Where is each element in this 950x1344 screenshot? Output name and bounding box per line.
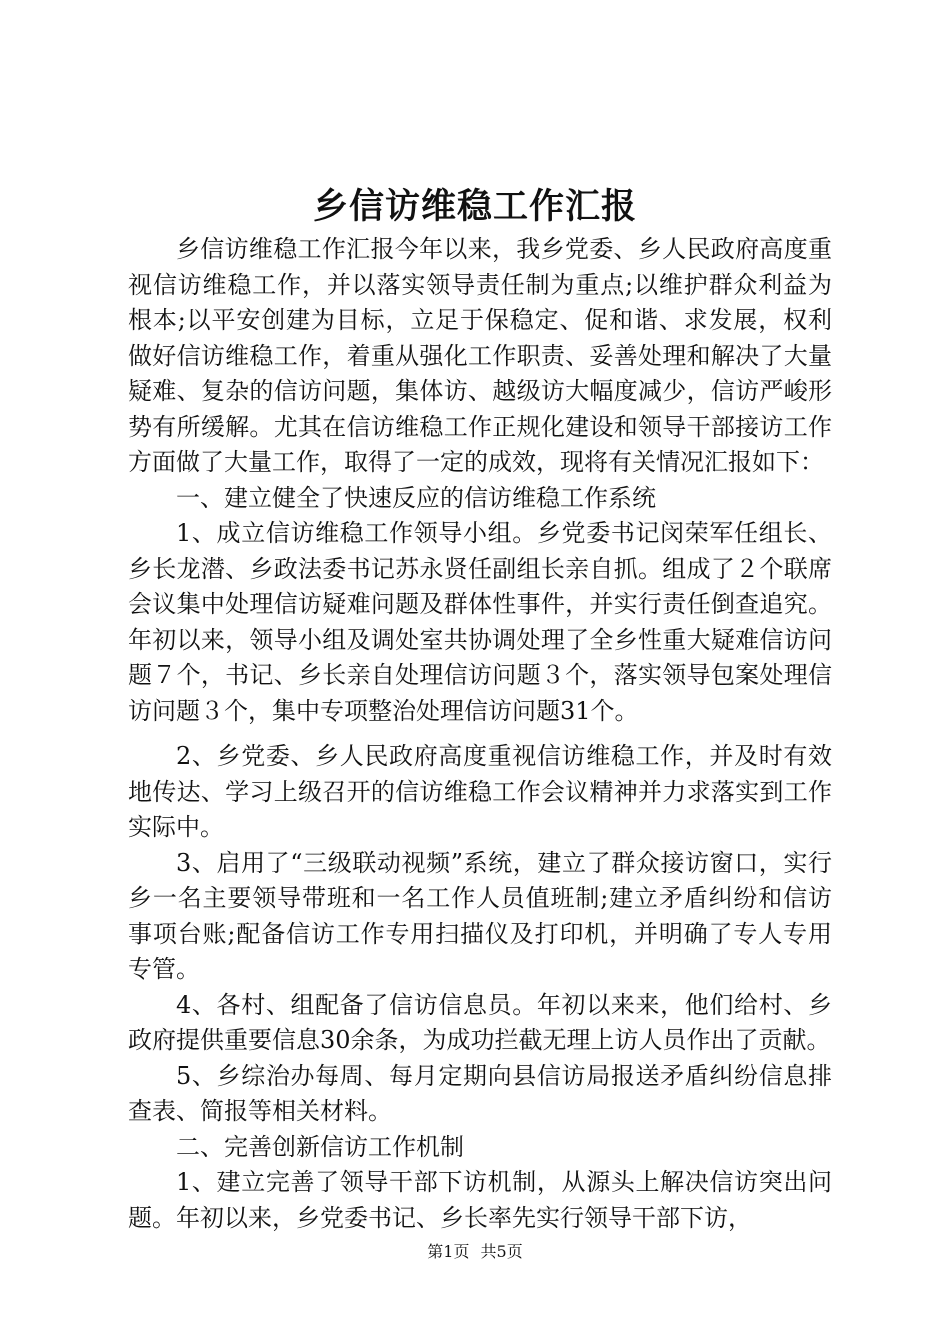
paragraph-item-1-2: 2、乡党委、乡人民政府高度重视信访维稳工作，并及时有效地传达、学习上级召开的信访维稳工作会议精神并力求落实到工作实际中。	[128, 742, 832, 841]
paragraph-item-1-5: 5、乡综治办每周、每月定期向县信访局报送矛盾纠纷信息排查表、简报等相关材料。	[128, 1061, 832, 1125]
paragraph-item-1-4: 4、各村、组配备了信访信息员。年初以来来，他们给村、乡政府提供重要信息30余条，为成功拦截无理上访人员作出了贡献。	[128, 990, 832, 1054]
page-footer	[0, 1240, 950, 1264]
section-heading-2: 二、完善创新信访工作机制	[176, 1132, 464, 1161]
paragraph-intro: 乡信访维稳工作汇报今年以来，我乡党委、乡人民政府高度重视信访维稳工作，并以落实领导责任制为重点;以维护群众利益为根本;以平安创建为目标，立足于保稳定、促和谐、求发展，权利做好信访维稳工作，着重从强化工作职责、妥善处理和解决了大量疑难、复杂的信访问题，集体访、越级访大幅度减少，信访严峻形势有所缓解。尤其在信访维稳工作正规化建设和领导干部接访工作方面做了大量工作，取得了一定的成效，现将有关情况汇报如下：	[128, 235, 832, 476]
document-title: 乡信访维稳工作汇报	[312, 186, 637, 227]
paragraph-item-2-1: 1、建立完善了领导干部下访机制，从源头上解决信访突出问题。年初以来，乡党委书记、乡长率先实行领导干部下访，	[128, 1168, 832, 1232]
section-heading-1: 一、建立健全了快速反应的信访维稳工作系统	[176, 483, 656, 512]
page-total: 共5页	[480, 1242, 523, 1261]
page-number: 第1页	[427, 1242, 470, 1261]
document-body	[128, 232, 832, 1236]
paragraph-item-1-1: 1、成立信访维稳工作领导小组。乡党委书记闵荣军任组长、乡长龙潜、乡政法委书记苏永贤任副组长亲自抓。组成了２个联席会议集中处理信访疑难问题及群体性事件，并实行责任倒查追究。年初以来，领导小组及调处室共协调处理了全乡性重大疑难信访问题７个，书记、乡长亲自处理信访问题３个，落实领导包案处理信访问题３个，集中专项整治处理信访问题31个。	[128, 519, 832, 725]
paragraph-item-1-3: 3、启用了“三级联动视频”系统，建立了群众接访窗口，实行乡一名主要领导带班和一名工作人员值班制;建立矛盾纠纷和信访事项台账;配备信访工作专用扫描仪及打印机，并明确了专人专用专管。	[128, 848, 832, 983]
